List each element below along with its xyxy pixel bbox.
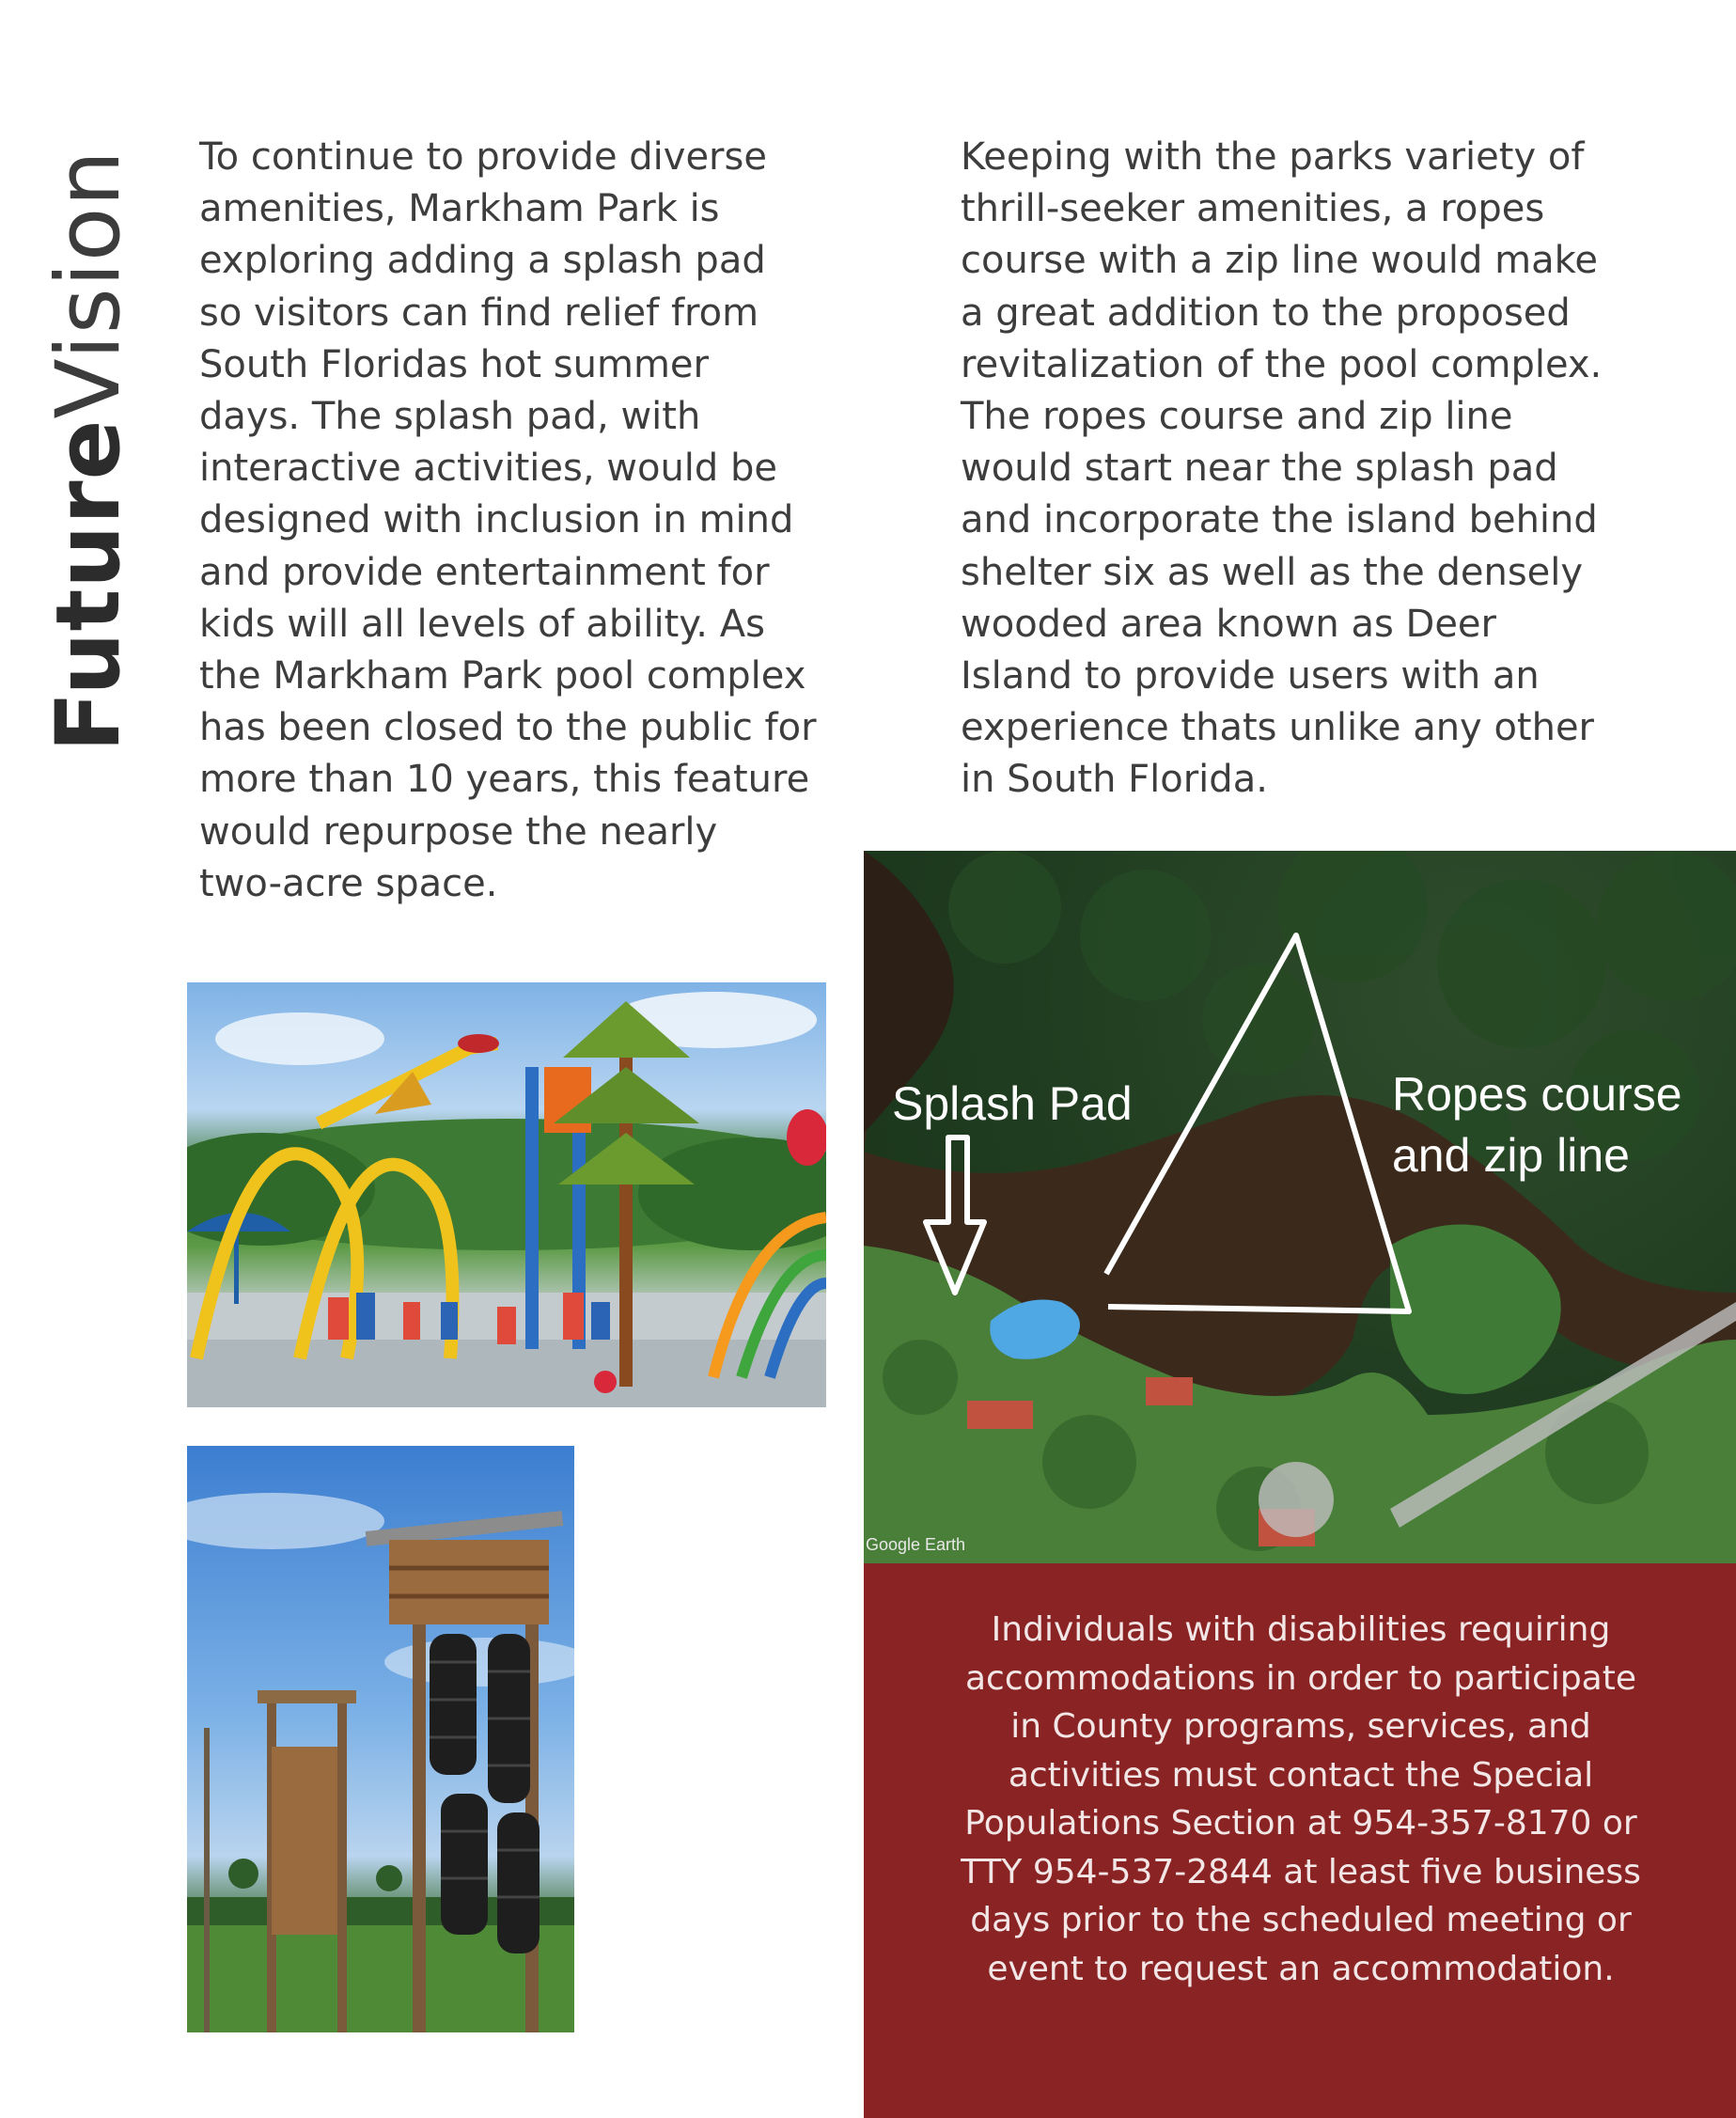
title-bold: Future xyxy=(38,418,140,752)
ropes-course-label-line2: and zip line xyxy=(1392,1129,1630,1182)
ropes-course-photo xyxy=(187,1446,574,2032)
splash-pad-paragraph: To continue to provide diverse amenities, Markham Park is exploring adding a splash pad so visitors can find relief from South Floridas hot summer days. The splash pad, with interactive activities, would be designed with inclusion in mind and provide entertainment for kids will all levels of ability. As the Markham Park pool complex has been closed to the public for more than 10 years, this feature would repurpose the nearly two-acre space. xyxy=(199,135,817,905)
splash-pad-photo xyxy=(187,982,826,1407)
aerial-map xyxy=(864,851,1736,1563)
ropes-course-label-line1: Ropes course xyxy=(1392,1068,1682,1121)
accessibility-text: Individuals with disabilities requiring accommodations in order to participate in County programs, services, and activities must contact the Special Populations Section at 954-357-8170 or TTY 954-537-2844 at least five business days prior to the scheduled meeting or event to request an accommodation. xyxy=(961,1610,1641,1988)
ropes-course-paragraph: Keeping with the parks variety of thrill-seeker amenities, a ropes course with a zip line would make a great addition to the proposed revitalization of the pool complex. The ropes course and zip line would start near the splash pad and incorporate the island behind shelter six as well as the densely wooded area known as Deer Island to provide users with an experience thats unlike any other in South Florida. xyxy=(961,135,1603,802)
title-light: Vision xyxy=(38,149,140,419)
splash-pad-label: Splash Pad xyxy=(892,1077,1133,1130)
page-title xyxy=(38,132,140,752)
accessibility-notice xyxy=(864,1563,1736,2118)
map-credit: Google Earth xyxy=(866,1535,966,1554)
